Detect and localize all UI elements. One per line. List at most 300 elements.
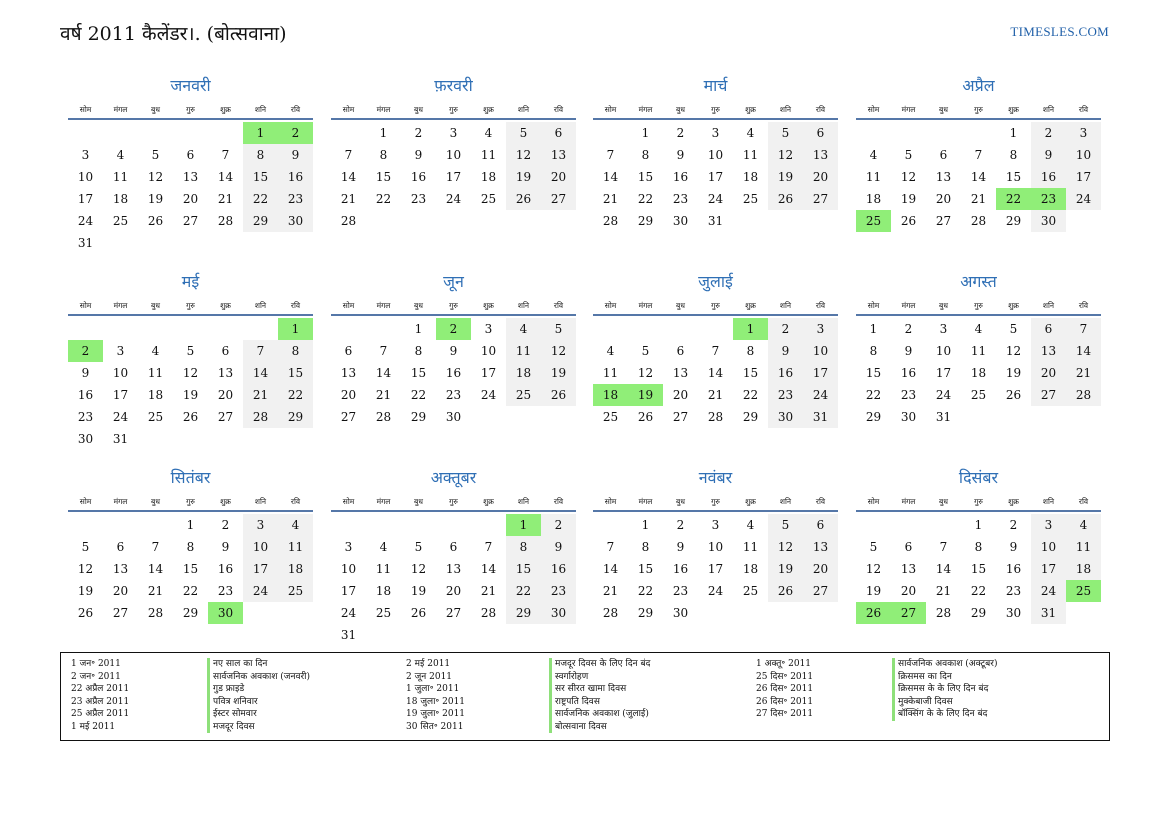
day-cell: 23: [410, 192, 427, 206]
day-cell: 2: [414, 126, 423, 140]
day-cell: 17: [1066, 166, 1101, 188]
day-cell: 10: [77, 170, 94, 184]
day-cell: 22: [182, 584, 199, 598]
day-cell: 24: [935, 388, 952, 402]
day-cell: 21: [707, 388, 724, 402]
weekday-label: बुध: [676, 301, 685, 310]
weekday-label: शुक्र: [745, 497, 756, 506]
day-cell: 6: [449, 540, 458, 554]
day-cell: 27: [445, 606, 462, 620]
day-cell: 29: [410, 410, 427, 424]
day-cell: 25: [375, 606, 392, 620]
day-cell: 23: [77, 410, 94, 424]
day-cell: 2: [904, 322, 913, 336]
day-cell: 6: [939, 148, 948, 162]
day-cell: 31: [340, 628, 357, 642]
day-cell: 11: [865, 170, 882, 184]
day-cell: 15: [637, 170, 654, 184]
day-cell: 9: [278, 144, 313, 166]
holiday-date: 25 अप्रैल 2011: [71, 709, 130, 719]
day-cell: 19: [1005, 366, 1022, 380]
day-cell: 9: [904, 344, 913, 358]
day-cell: 16: [77, 388, 94, 402]
holiday-name: ईस्टर सोमवार: [213, 709, 257, 719]
weekday-label: शुक्र: [220, 497, 231, 506]
day-cell: 10: [935, 344, 952, 358]
site-link[interactable]: TIMESLES.COM: [1010, 24, 1109, 39]
day-cell: 10: [480, 344, 497, 358]
weekday-label: रवि: [1078, 301, 1089, 310]
weekday-label: गुरु: [711, 497, 720, 506]
day-cell: 28: [707, 410, 724, 424]
day-cell: 28: [1066, 384, 1101, 406]
holiday-date: 26 दिस॰ 2011: [756, 684, 814, 694]
weekday-label: गुरु: [449, 105, 458, 114]
day-cell: 29: [278, 406, 313, 428]
day-cell: 25: [1066, 580, 1101, 602]
day-cell: 20: [445, 584, 462, 598]
day-cell: 1: [733, 318, 768, 340]
day-cell: 12: [147, 170, 164, 184]
weekday-label: मंगल: [638, 301, 653, 310]
day-cell: 21: [1066, 362, 1101, 384]
header-rule: [856, 314, 1101, 316]
weekday-label: रवि: [553, 301, 564, 310]
day-cell: 20: [112, 584, 129, 598]
weekday-label: शनि: [1042, 105, 1055, 114]
month-block: [593, 74, 838, 249]
day-cell: 25: [112, 214, 129, 228]
weekday-label: गुरु: [186, 301, 195, 310]
weekday-label: शनि: [254, 301, 267, 310]
day-cell: 12: [410, 562, 427, 576]
weekday-label: बुध: [151, 497, 160, 506]
day-cell: 18: [375, 584, 392, 598]
day-cell: 10: [707, 148, 724, 162]
day-cell: 19: [506, 166, 541, 188]
weekday-label: सोम: [604, 105, 617, 114]
day-cell: 2: [436, 318, 471, 340]
day-cell: 20: [803, 558, 838, 580]
header-rule: [856, 118, 1101, 120]
day-cell: 26: [182, 410, 199, 424]
month-name: दिसंबर: [958, 468, 999, 487]
day-cell: 12: [1005, 344, 1022, 358]
day-cell: 23: [768, 384, 803, 406]
holiday-name: मजदूर दिवस के लिए दिन बंद: [555, 659, 651, 669]
day-cell: 15: [278, 362, 313, 384]
day-cell: 4: [746, 126, 755, 140]
header-rule: [331, 314, 576, 316]
weekday-label: शनि: [517, 497, 530, 506]
day-cell: 20: [900, 584, 917, 598]
day-cell: 8: [506, 536, 541, 558]
day-cell: 22: [278, 384, 313, 406]
day-cell: 9: [676, 540, 685, 554]
day-cell: 12: [865, 562, 882, 576]
day-cell: 24: [707, 192, 724, 206]
weekday-label: शनि: [254, 105, 267, 114]
holiday-dates-column: [71, 658, 129, 733]
day-cell: 7: [344, 148, 353, 162]
day-cell: 28: [147, 606, 164, 620]
header-rule: [856, 510, 1101, 512]
month-name: जनवरी: [170, 76, 211, 95]
day-cell: 2: [541, 514, 576, 536]
weekday-label: रवि: [290, 301, 301, 310]
day-cell: 25: [278, 580, 313, 602]
day-cell: 28: [243, 406, 278, 428]
holiday-name: सर सीरत खामा दिवस: [555, 684, 627, 694]
weekday-label: शुक्र: [1008, 301, 1019, 310]
day-cell: 10: [112, 366, 129, 380]
month-block: [331, 270, 576, 445]
day-cell: 30: [278, 210, 313, 232]
holiday-name: क्रिसमस का दिन: [898, 671, 952, 682]
day-cell: 14: [243, 362, 278, 384]
weekday-label: सोम: [79, 105, 92, 114]
day-cell: 11: [480, 148, 497, 162]
weekday-label: गुरु: [711, 301, 720, 310]
weekday-label: शनि: [779, 105, 792, 114]
day-cell: 22: [506, 580, 541, 602]
day-cell: 6: [803, 122, 838, 144]
day-cell: 1: [1009, 126, 1018, 140]
header-rule: [68, 510, 313, 512]
day-cell: 23: [445, 388, 462, 402]
day-cell: 14: [970, 170, 987, 184]
weekday-label: बुध: [414, 301, 423, 310]
day-cell: 11: [970, 344, 987, 358]
day-cell: 11: [742, 148, 759, 162]
day-cell: 30: [1005, 606, 1022, 620]
day-cell: 24: [112, 410, 129, 424]
day-cell: 5: [81, 540, 90, 554]
day-cell: 17: [77, 192, 94, 206]
day-cell: 17: [707, 562, 724, 576]
day-cell: 25: [602, 410, 619, 424]
day-cell: 5: [541, 318, 576, 340]
holiday-legend: [60, 652, 1110, 741]
weekday-label: मंगल: [113, 105, 128, 114]
holiday-name: सार्वजनिक अवकाश (जनवरी): [213, 671, 311, 682]
day-cell: 7: [221, 148, 230, 162]
day-cell: 17: [803, 362, 838, 384]
day-cell: 9: [541, 536, 576, 558]
day-cell: 23: [1005, 584, 1022, 598]
day-cell: 23: [900, 388, 917, 402]
day-cell: 20: [1031, 362, 1066, 384]
holiday-date: 26 दिस॰ 2011: [756, 696, 814, 707]
weekday-label: गुरु: [186, 497, 195, 506]
day-cell: 19: [147, 192, 164, 206]
day-cell: 6: [676, 344, 685, 358]
day-cell: 25: [856, 210, 891, 232]
day-cell: 27: [803, 188, 838, 210]
weekday-label: बुध: [414, 497, 423, 506]
day-cell: 9: [414, 148, 423, 162]
month-block: [331, 74, 576, 249]
day-cell: 16: [672, 562, 689, 576]
month-block: [68, 74, 313, 249]
day-cell: 20: [935, 192, 952, 206]
day-cell: 24: [77, 214, 94, 228]
day-cell: 15: [375, 170, 392, 184]
header-rule: [593, 510, 838, 512]
day-cell: 29: [742, 410, 759, 424]
day-cell: 8: [1009, 148, 1018, 162]
holiday-name: सार्वजनिक अवकाश (जुलाई): [555, 709, 649, 719]
day-cell: 17: [445, 170, 462, 184]
day-cell: 25: [480, 192, 497, 206]
day-cell: 28: [602, 606, 619, 620]
day-cell: 7: [484, 540, 493, 554]
day-cell: 6: [803, 514, 838, 536]
month-block: [856, 466, 1101, 641]
day-cell: 13: [340, 366, 357, 380]
day-cell: 30: [672, 214, 689, 228]
day-cell: 8: [243, 144, 278, 166]
day-cell: 6: [221, 344, 230, 358]
holiday-date: 25 दिस॰ 2011: [756, 671, 814, 682]
day-cell: 14: [602, 170, 619, 184]
month-name: अप्रैल: [962, 76, 995, 95]
weekday-label: बुध: [414, 105, 423, 114]
day-cell: 30: [768, 406, 803, 428]
day-cell: 28: [480, 606, 497, 620]
month-name: सितंबर: [170, 468, 211, 487]
day-cell: 22: [375, 192, 392, 206]
day-cell: 10: [1066, 144, 1101, 166]
day-cell: 8: [641, 148, 650, 162]
weekday-label: मंगल: [901, 301, 916, 310]
weekday-label: सोम: [604, 497, 617, 506]
day-cell: 16: [410, 170, 427, 184]
day-cell: 12: [77, 562, 94, 576]
day-cell: 4: [606, 344, 615, 358]
holiday-date: 2 जून 2011: [406, 671, 453, 682]
month-name: अगस्त: [960, 272, 997, 291]
day-cell: 12: [506, 144, 541, 166]
weekday-label: सोम: [342, 301, 355, 310]
day-cell: 30: [900, 410, 917, 424]
day-cell: 20: [340, 388, 357, 402]
day-cell: 13: [1031, 340, 1066, 362]
weekday-label: रवि: [1078, 497, 1089, 506]
day-cell: 9: [1009, 540, 1018, 554]
day-cell: 31: [935, 410, 952, 424]
holiday-name: पवित्र शनिवार: [213, 696, 258, 707]
month-block: [856, 270, 1101, 445]
day-cell: 8: [379, 148, 388, 162]
weekday-label: बुध: [676, 497, 685, 506]
weekday-label: रवि: [553, 105, 564, 114]
weekday-label: बुध: [151, 105, 160, 114]
day-cell: 20: [541, 166, 576, 188]
holiday-dates-column: [406, 658, 465, 733]
day-cell: 28: [970, 214, 987, 228]
weekday-label: रवि: [815, 105, 826, 114]
day-cell: 10: [445, 148, 462, 162]
day-cell: 24: [445, 192, 462, 206]
weekday-label: रवि: [290, 497, 301, 506]
holiday-date: 19 जुला॰ 2011: [406, 709, 466, 719]
holiday-date: 1 अक्तू॰ 2011: [756, 659, 812, 669]
month-name: अक्तूबर: [430, 468, 477, 487]
weekday-label: गुरु: [974, 497, 983, 506]
weekday-label: बुध: [676, 105, 685, 114]
day-cell: 20: [672, 388, 689, 402]
day-cell: 4: [379, 540, 388, 554]
day-cell: 24: [707, 584, 724, 598]
day-cell: 19: [77, 584, 94, 598]
day-cell: 14: [217, 170, 234, 184]
day-cell: 27: [112, 606, 129, 620]
day-cell: 21: [147, 584, 164, 598]
day-cell: 29: [637, 214, 654, 228]
day-cell: 12: [182, 366, 199, 380]
day-cell: 17: [1031, 558, 1066, 580]
day-cell: 11: [1066, 536, 1101, 558]
month-name: जुलाई: [698, 272, 733, 291]
day-cell: 5: [186, 344, 195, 358]
day-cell: 22: [243, 188, 278, 210]
weekday-label: सोम: [342, 497, 355, 506]
day-cell: 24: [1066, 188, 1101, 210]
day-cell: 2: [221, 518, 230, 532]
day-cell: 15: [182, 562, 199, 576]
day-cell: 4: [278, 514, 313, 536]
day-cell: 11: [112, 170, 129, 184]
day-cell: 11: [602, 366, 619, 380]
weekday-label: मंगल: [901, 497, 916, 506]
page-title: वर्ष 2011 कैलेंडर।. (बोत्सवाना): [60, 23, 287, 45]
day-cell: 1: [379, 126, 388, 140]
header-rule: [593, 314, 838, 316]
header-rule: [331, 510, 576, 512]
day-cell: 25: [147, 410, 164, 424]
day-cell: 21: [340, 192, 357, 206]
day-cell: 31: [77, 236, 94, 250]
weekday-label: गुरु: [711, 105, 720, 114]
day-cell: 5: [414, 540, 423, 554]
day-cell: 2: [1009, 518, 1018, 532]
day-cell: 27: [1031, 384, 1066, 406]
weekday-label: गुरु: [449, 497, 458, 506]
day-cell: 30: [77, 432, 94, 446]
day-cell: 24: [803, 384, 838, 406]
month-block: [68, 466, 313, 641]
day-cell: 19: [900, 192, 917, 206]
weekday-label: रवि: [815, 301, 826, 310]
day-cell: 17: [707, 170, 724, 184]
day-cell: 20: [182, 192, 199, 206]
day-cell: 23: [1031, 188, 1066, 210]
holiday-date: 23 अप्रैल 2011: [71, 696, 130, 707]
day-cell: 3: [939, 322, 948, 336]
weekday-label: मंगल: [638, 497, 653, 506]
day-cell: 1: [506, 514, 541, 536]
day-cell: 3: [803, 318, 838, 340]
day-cell: 21: [970, 192, 987, 206]
day-cell: 26: [506, 188, 541, 210]
day-cell: 18: [865, 192, 882, 206]
header-rule: [68, 118, 313, 120]
holiday-date: 1 जुला॰ 2011: [406, 684, 460, 694]
day-cell: 19: [865, 584, 882, 598]
weekday-label: रवि: [1078, 105, 1089, 114]
weekday-label: बुध: [151, 301, 160, 310]
day-cell: 18: [480, 170, 497, 184]
day-cell: 22: [970, 584, 987, 598]
day-cell: 7: [1066, 318, 1101, 340]
day-cell: 20: [803, 166, 838, 188]
day-cell: 23: [672, 192, 689, 206]
weekday-label: शुक्र: [745, 105, 756, 114]
day-cell: 28: [602, 214, 619, 228]
day-cell: 3: [1066, 122, 1101, 144]
weekday-label: शुक्र: [483, 105, 494, 114]
weekday-label: शनि: [1042, 497, 1055, 506]
day-cell: 24: [340, 606, 357, 620]
weekday-label: सोम: [867, 301, 880, 310]
holiday-names-column: [549, 658, 650, 733]
day-cell: 19: [410, 584, 427, 598]
day-cell: 2: [68, 340, 103, 362]
day-cell: 30: [1031, 210, 1066, 232]
day-cell: 23: [541, 580, 576, 602]
day-cell: 1: [974, 518, 983, 532]
weekday-label: शनि: [254, 497, 267, 506]
weekday-label: शुक्र: [220, 105, 231, 114]
day-cell: 4: [974, 322, 983, 336]
day-cell: 9: [221, 540, 230, 554]
day-cell: 1: [414, 322, 423, 336]
day-cell: 5: [768, 122, 803, 144]
day-cell: 28: [935, 606, 952, 620]
weekday-label: गुरु: [186, 105, 195, 114]
day-cell: 29: [182, 606, 199, 620]
holiday-name: मजदूर दिवस: [213, 721, 255, 732]
day-cell: 16: [1005, 562, 1022, 576]
day-cell: 4: [869, 148, 878, 162]
day-cell: 13: [541, 144, 576, 166]
holiday-name: गुड फ्राइडे: [213, 684, 245, 694]
day-cell: 27: [340, 410, 357, 424]
day-cell: 19: [768, 558, 803, 580]
day-cell: 13: [672, 366, 689, 380]
day-cell: 1: [243, 122, 278, 144]
holiday-name: सार्वजनिक अवकाश (अक्टूबर): [898, 659, 998, 669]
holiday-names-column: [892, 658, 997, 721]
day-cell: 26: [637, 410, 654, 424]
day-cell: 4: [484, 126, 493, 140]
day-cell: 25: [742, 584, 759, 598]
day-cell: 25: [506, 384, 541, 406]
day-cell: 6: [344, 344, 353, 358]
day-cell: 4: [746, 518, 755, 532]
holiday-date: 27 दिस॰ 2011: [756, 709, 814, 719]
day-cell: 21: [935, 584, 952, 598]
day-cell: 9: [81, 366, 90, 380]
day-cell: 29: [970, 606, 987, 620]
day-cell: 26: [1005, 388, 1022, 402]
holiday-date: 1 मई 2011: [71, 721, 116, 732]
holiday-date: 2 मई 2011: [406, 659, 451, 669]
day-cell: 10: [243, 536, 278, 558]
day-cell: 31: [803, 406, 838, 428]
holiday-name: बोत्सवाना दिवस: [555, 721, 607, 732]
